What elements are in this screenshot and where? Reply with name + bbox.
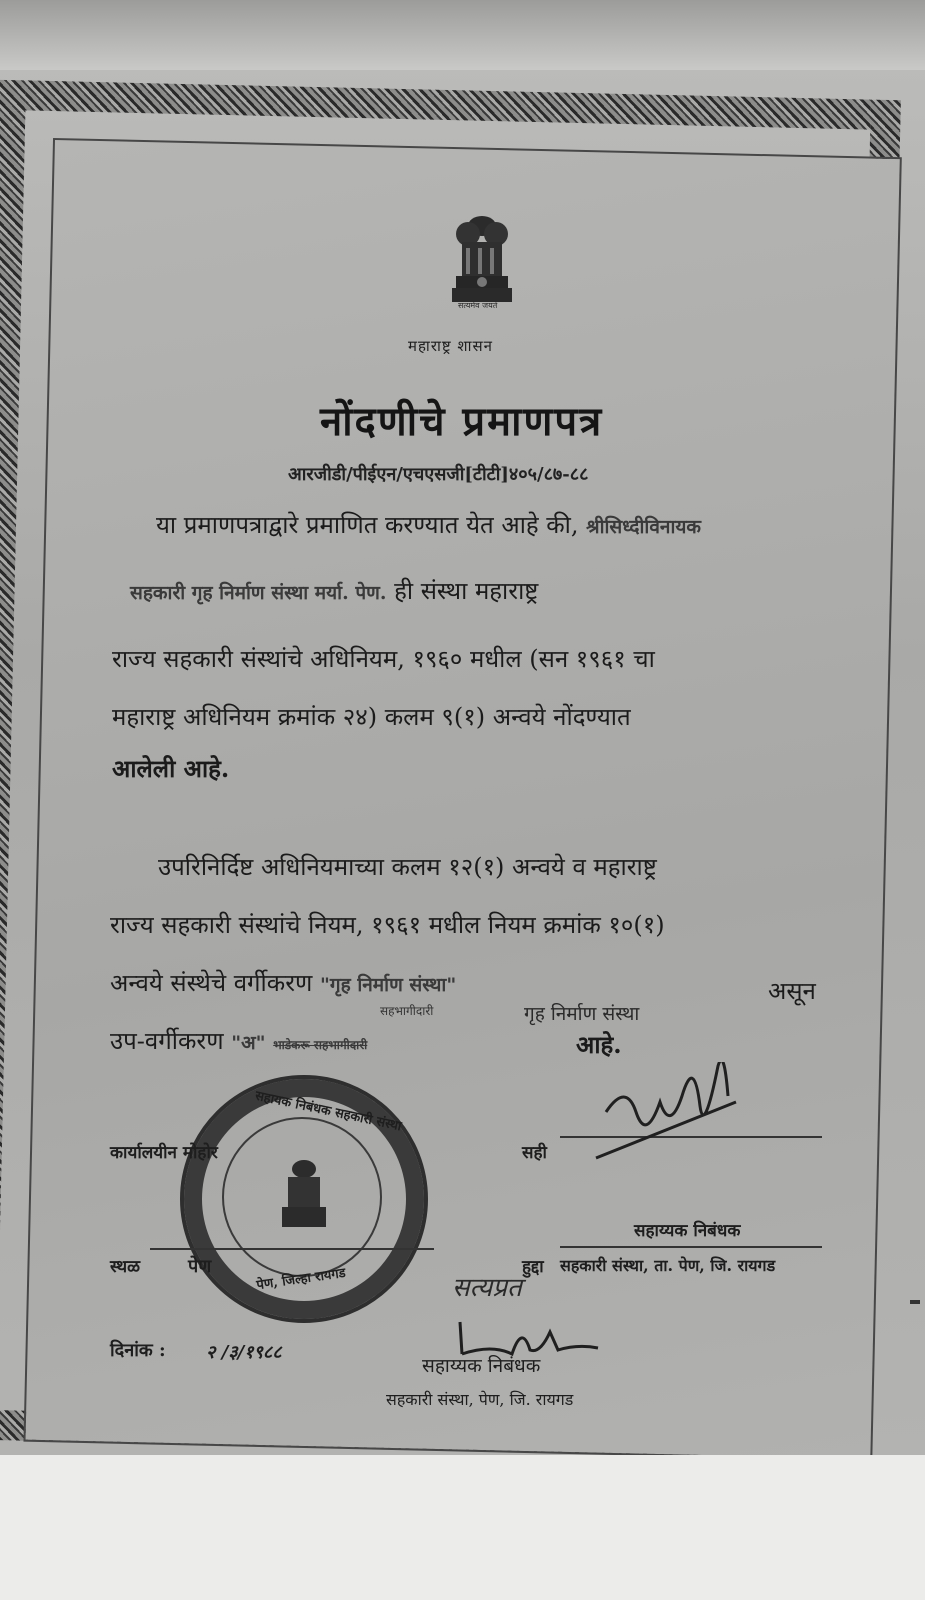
subclass-fill: गृह निर्माण संस्था [524, 1003, 640, 1025]
seal-text-bottom: पेण, जिल्हा रायगड [255, 1265, 347, 1294]
para2-line4: उप-वर्गीकरण "अ" भाडेकरू सहभागीदारी [110, 1027, 368, 1055]
society-name-fill: श्रीसिध्दीविनायक [586, 516, 701, 538]
date-value: २ /३/१९८८ [206, 1342, 282, 1363]
para2-line2: राज्य सहकारी संस्थांचे नियम, १९६१ मधील नियम क्रमांक १०(१) [110, 911, 665, 939]
true-copy-note: सत्यप्रत [452, 1273, 522, 1303]
scan-background [0, 1455, 925, 1600]
para2-line1: उपरिनिर्दिष्ट अधिनियमाच्या कलम १२(१) अन्वये व महाराष्ट्र [158, 853, 657, 881]
designation-value: सहाय्यक निबंधक [634, 1221, 741, 1241]
designation-line [560, 1246, 822, 1248]
certificate-title: नोंदणीचे प्रमाणपत्र [320, 398, 604, 445]
scan-top-edge [0, 0, 925, 70]
society-type-fill: सहकारी गृह निर्माण संस्था मर्या. पेण. [130, 582, 387, 604]
para1-line2: सहकारी गृह निर्माण संस्था मर्या. पेण. ही संस्था महाराष्ट्र [130, 577, 539, 605]
office-seal-label: कार्यालयीन मोहोर [110, 1143, 218, 1163]
seal-emblem-icon [276, 1157, 332, 1237]
place-value: पेण [188, 1256, 212, 1277]
footer-office: सहकारी संस्था, पेण, जि. रायगड [386, 1390, 574, 1409]
struck-subclass: भाडेकरू सहभागीदारी [273, 1038, 368, 1052]
place-line [150, 1248, 434, 1250]
para1-line5: आलेली आहे. [112, 754, 230, 783]
seal-text-top: सहायक निबंधक सहकारी संस्था [253, 1088, 403, 1135]
registration-number: आरजीडी/पीईएन/एचएसजी[टीटी]४०५/८७-८८ [288, 464, 589, 485]
designation-label: हुद्दा [522, 1257, 544, 1277]
classification-fill: "गृह निर्माण संस्था" [320, 974, 457, 996]
insertion-above: सहभागीदारी [380, 1004, 434, 1018]
edge-mark [910, 1300, 920, 1304]
date-label: दिनांक : [110, 1340, 166, 1361]
emblem-motto: सत्यमेव जयते [458, 301, 498, 310]
handwritten-signature [586, 1062, 756, 1172]
para1-line4: महाराष्ट्र अधिनियम क्रमांक २४) कलम ९(१) अन्वये नोंदण्यात [112, 703, 631, 731]
para1-line3: राज्य सहकारी संस्थांचे अधिनियम, १९६० मधील (सन १९६१ चा [112, 645, 655, 673]
para2-line4-end: आहे. [576, 1030, 622, 1059]
signature-label: सही [522, 1143, 547, 1163]
designation-office: सहकारी संस्था, ता. पेण, जि. रायगड [560, 1256, 776, 1275]
para1-line1: या प्रमाणपत्राद्वारे प्रमाणित करण्यात येत आहे की, श्रीसिध्दीविनायक [156, 511, 701, 539]
footer-designation: सहाय्यक निबंधक [422, 1355, 541, 1377]
government-name: महाराष्ट्र शासन [408, 337, 493, 355]
para2-line3-end: असून [768, 977, 816, 1005]
para2-line3: अन्वये संस्थेचे वर्गीकरण "गृह निर्माण संस्था" [110, 969, 457, 997]
official-seal [180, 1075, 428, 1323]
place-label: स्थळ [110, 1257, 141, 1277]
